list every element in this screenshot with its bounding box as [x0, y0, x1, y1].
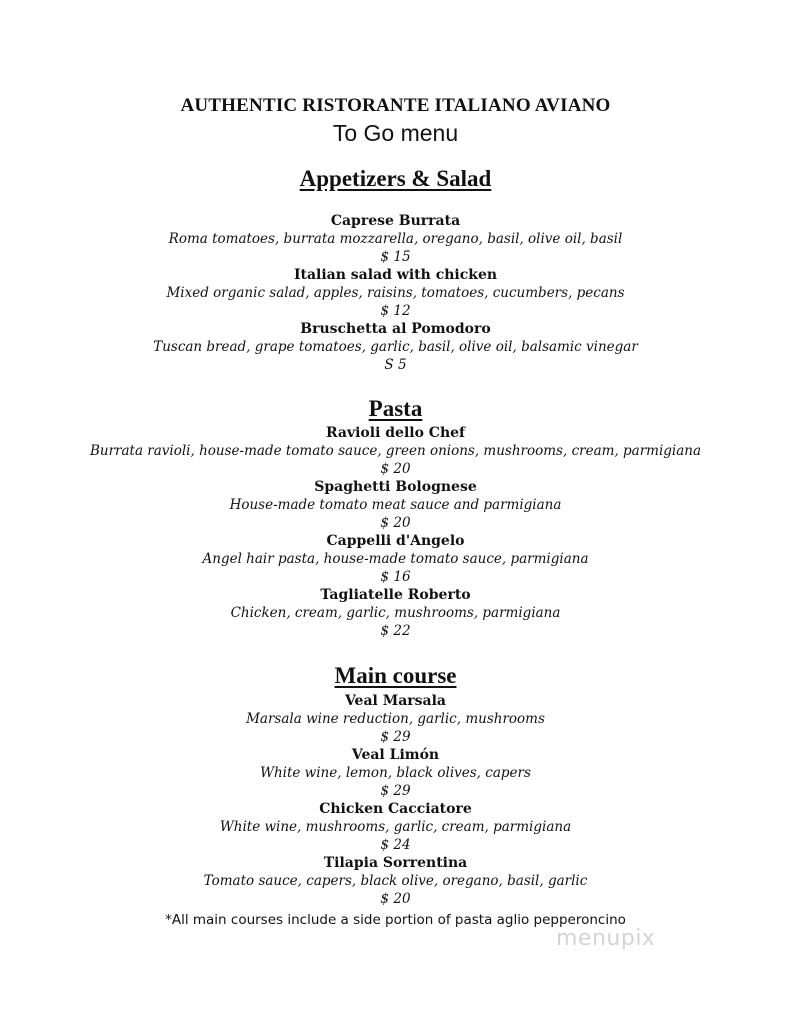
section-heading-appetizers: Appetizers & Salad — [299, 166, 492, 191]
menu-item — [0, 746, 791, 800]
menu-item — [0, 800, 791, 854]
item-name: Italian salad with chicken — [293, 267, 498, 283]
item-price: $ 20 — [380, 891, 411, 907]
menu-item — [0, 692, 791, 746]
item-name: Veal Marsala — [344, 693, 447, 709]
item-description: Roma tomatoes, burrata mozzarella, oregano, basil, olive oil, basil — [168, 231, 623, 247]
section-heading-main-course: Main course — [334, 663, 457, 688]
section-main-course — [0, 692, 791, 908]
item-name: Veal Limón — [351, 747, 440, 763]
item-description: Tomato sauce, capers, black olive, oregano, basil, garlic — [203, 873, 588, 889]
item-price: $ 22 — [380, 623, 411, 639]
item-name: Tagliatelle Roberto — [320, 587, 471, 603]
item-description: White wine, mushrooms, garlic, cream, parmigiana — [219, 819, 572, 835]
menu-subtitle: To Go menu — [332, 120, 459, 146]
section-heading-pasta: Pasta — [368, 396, 423, 421]
item-price: S 5 — [384, 357, 407, 373]
item-price: $ 15 — [380, 249, 411, 265]
menu-item — [0, 212, 791, 266]
item-name: Chicken Cacciatore — [319, 801, 472, 817]
item-description: Burrata ravioli, house-made tomato sauce, green onions, mushrooms, cream, parmigiana — [89, 443, 702, 459]
item-price: $ 16 — [380, 569, 411, 585]
menu-item — [0, 854, 791, 908]
item-price: $ 29 — [380, 783, 411, 799]
item-price: $ 20 — [380, 461, 411, 477]
item-price: $ 29 — [380, 729, 411, 745]
section-pasta — [0, 424, 791, 640]
item-description: Tuscan bread, grape tomatoes, garlic, basil, olive oil, balsamic vinegar — [153, 339, 638, 355]
item-description: Angel hair pasta, house-made tomato sauce, parmigiana — [202, 551, 589, 567]
menu-item — [0, 478, 791, 532]
item-name: Bruschetta al Pomodoro — [300, 321, 491, 337]
menu-item — [0, 266, 791, 320]
menu-item — [0, 320, 791, 374]
section-appetizers — [0, 212, 791, 374]
item-name: Spaghetti Bolognese — [314, 479, 477, 495]
item-name: Tilapia Sorrentina — [323, 855, 468, 871]
item-description: House-made tomato meat sauce and parmigiana — [229, 497, 562, 513]
menu-item — [0, 586, 791, 640]
item-name: Ravioli dello Chef — [325, 425, 466, 441]
menu-item — [0, 424, 791, 478]
item-description: Marsala wine reduction, garlic, mushrooms — [246, 711, 545, 727]
item-description: Chicken, cream, garlic, mushrooms, parmigiana — [230, 605, 561, 621]
menu-item — [0, 532, 791, 586]
item-name: Cappelli d'Angelo — [326, 533, 465, 549]
restaurant-name: AUTHENTIC RISTORANTE ITALIANO AVIANO — [180, 95, 611, 116]
watermark-logo: menupix — [556, 926, 656, 951]
item-price: $ 24 — [380, 837, 411, 853]
item-name: Caprese Burrata — [330, 213, 461, 229]
item-price: $ 12 — [380, 303, 411, 319]
item-description: White wine, lemon, black olives, capers — [260, 765, 531, 781]
footnote: *All main courses include a side portion of pasta aglio pepperoncino — [165, 912, 626, 928]
item-description: Mixed organic salad, apples, raisins, tomatoes, cucumbers, pecans — [166, 285, 625, 301]
item-price: $ 20 — [380, 515, 411, 531]
